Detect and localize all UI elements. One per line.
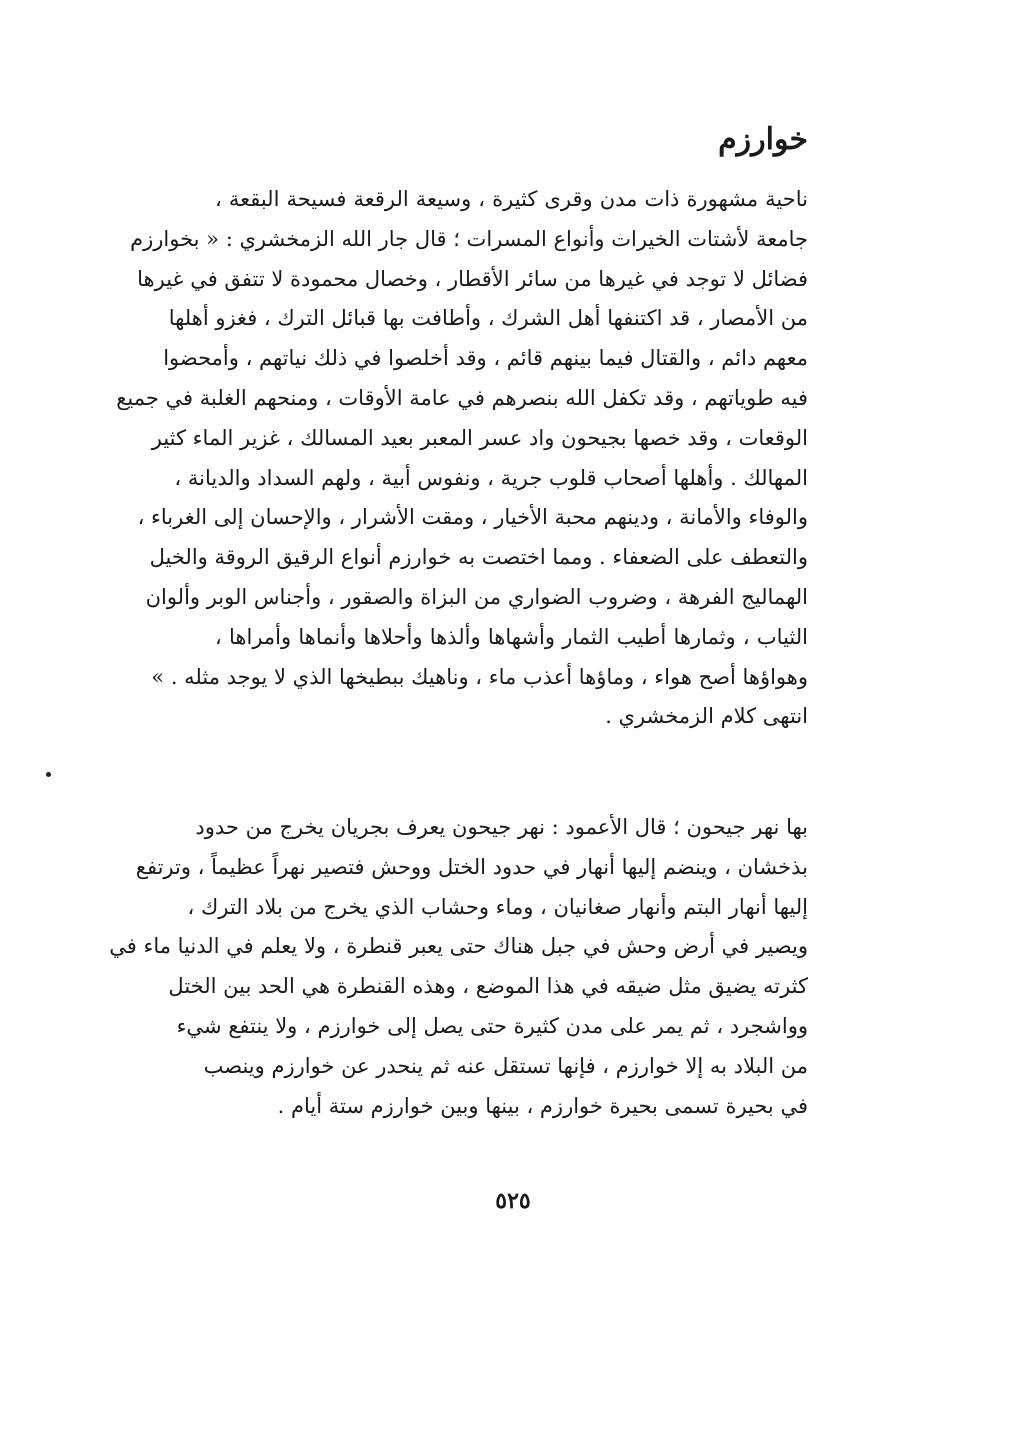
text-line: إليها أنهار البتم وأنهار صغانيان ، وماء وحشاب الذي يخرج من بلاد الترك ، — [187, 894, 808, 919]
paragraph-jayhun-river — [109, 808, 808, 1126]
page-number: ٥٢٥ — [495, 1188, 531, 1214]
text-line: والوفاء والأمانة ، ودينهم محبة الأخيار ، ومقت الأشرار ، والإحسان إلى الغرباء ، — [137, 505, 808, 530]
text-line: من البلاد به إلا خوارزم ، فإنها تستقل عنه ثم ينحدر عن خوارزم وينصب — [203, 1053, 808, 1078]
text-line: انتهى كلام الزمخشري . — [605, 704, 808, 729]
text-line: ناحية مشهورة ذات مدن وقرى كثيرة ، وسيعة الرقعة فسيحة البقعة ، — [215, 187, 808, 211]
text-line: فضائل لا توجد في غيرها من سائر الأقطار ، وخصال محمودة لا تتفق في غيرها — [137, 266, 808, 291]
text-line: جامعة لأشتات الخيرات وأنواع المسرات ؛ قال جار الله الزمخشري : « بخوارزم — [130, 226, 808, 251]
text-line: بذخشان ، وينضم إليها أنهار في حدود الختل ووحش فتصير نهراً عظيماً ، وترتفع — [135, 854, 808, 879]
scan-speck — [46, 772, 51, 777]
text-line: من الأمصار ، قد اكتنفها أهل الشرك ، وأطافت بها قبائل الترك ، فغزو أهلها — [168, 306, 808, 331]
text-line: معهم دائم ، والقتال فيما بينهم قائم ، وقد أخلصوا في ذلك نياتهم ، وأمحضوا — [163, 346, 808, 371]
text-line: فيه طوياتهم ، وقد تكفل الله بنصرهم في عامة الأوقات ، ومنحهم الغلبة في جميع — [116, 385, 808, 410]
text-line: بها نهر جيحون ؛ قال الأعمود : نهر جيحون يعرف بجريان يخرج من حدود — [195, 815, 808, 839]
text-line: كثرته يضيق مثل ضيقه في هذا الموضع ، وهذه القنطرة هي الحد بين الختل — [168, 974, 808, 999]
text-line: وواشجرد ، ثم يمر على مدن كثيرة حتى يصل إلى خوارزم ، ولا ينتفع شيء — [176, 1013, 808, 1038]
text-line: الثياب ، وثمارها أطيب الثمار وأشهاها وألذها وأحلاها وأنماها وأمراها ، — [215, 624, 808, 649]
text-line: الهماليج الفرهة ، وضروب الضواري من البزاة والصقور ، وأجناس الوبر وألوان — [145, 584, 808, 609]
text-line: وهواؤها أصح هواء ، وماؤها أعذب ماء ، وناهيك ببطيخها الذي لا يوجد مثله . » — [151, 664, 808, 689]
text-line: والتعطف على الضعفاء . ومما اختصت به خوارزم أنواع الرقيق الروقة والخيل — [149, 545, 808, 570]
text-line: المهالك . وأهلها أصحاب قلوب جرية ، ونفوس أبية ، ولهم السداد والديانة ، — [174, 465, 808, 490]
text-line: الوقعات ، وقد خصها بجيحون واد عسر المعبر بعيد المسالك ، غزير الماء كثير — [151, 425, 808, 450]
entry-heading: خوارزم — [718, 122, 808, 157]
text-line: في بحيرة تسمى بحيرة خوارزم ، بينها وبين خوارزم ستة أيام . — [277, 1093, 808, 1118]
paragraph-khwarazm-description — [116, 180, 808, 737]
text-line: ويصير في أرض وحش في جبل هناك حتى يعبر قنطرة ، ولا يعلم في الدنيا ماء في — [109, 934, 808, 959]
